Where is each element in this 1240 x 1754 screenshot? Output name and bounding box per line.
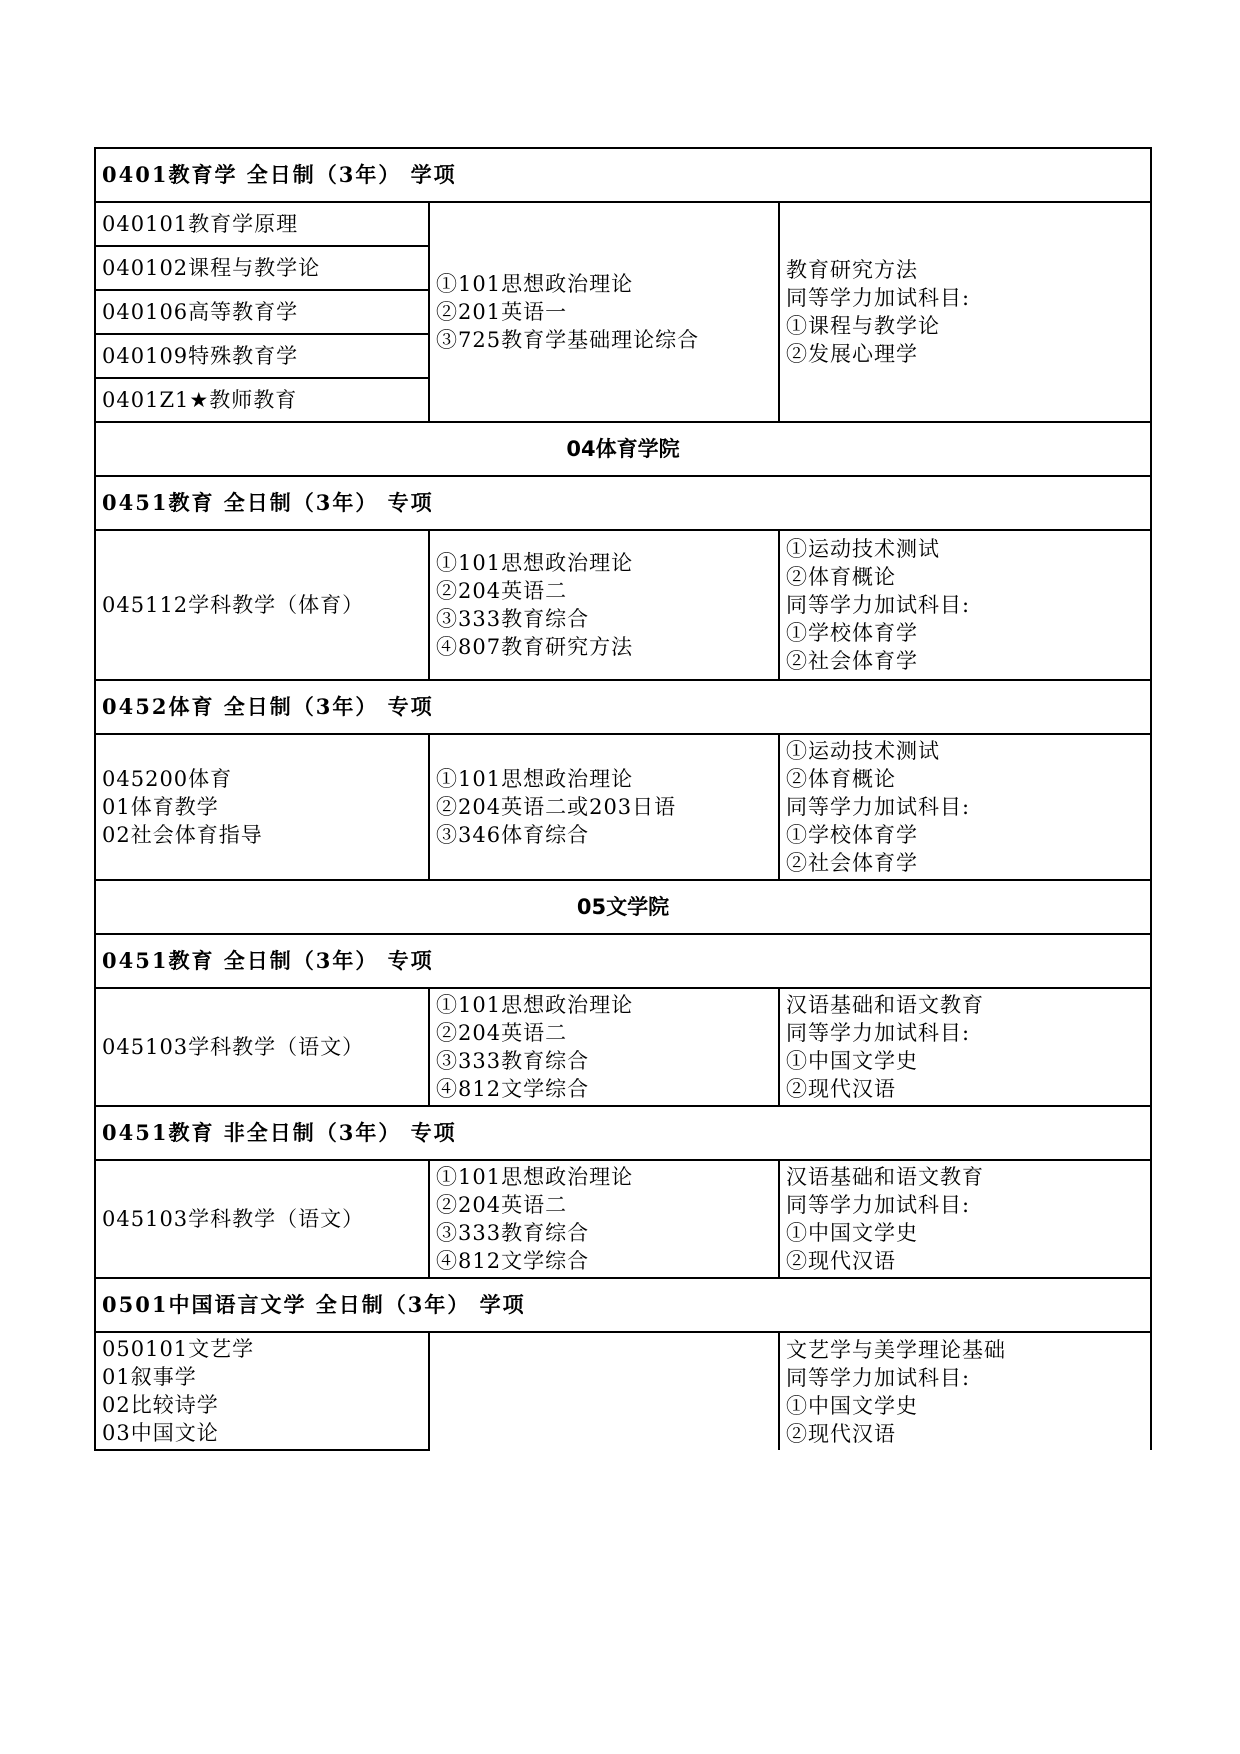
department-title: 05文学院 (95, 880, 1151, 934)
section-header-row (95, 148, 1151, 202)
exam-subjects-cell: ①101思想政治理论 ②204英语二 ③333教育综合 ④807教育研究方法 (429, 530, 779, 680)
program-header-0501: 0501中国语言文学 全日制（3年） 学项 (95, 1278, 1151, 1332)
section-header-row (95, 1106, 1151, 1160)
exam-subjects-cell: ①101思想政治理论 ②204英语二 ③333教育综合 ④812文学综合 (429, 1160, 779, 1278)
department-row (95, 880, 1151, 934)
admissions-table (94, 147, 1152, 1451)
table-row (95, 1160, 1151, 1278)
retest-subjects-cell: ①运动技术测试 ②体育概论 同等学力加试科目: ①学校体育学 ②社会体育学 (779, 734, 1151, 880)
subject-cell: 040106高等教育学 (95, 290, 429, 334)
table-row (95, 988, 1151, 1106)
subject-cell: 045103学科教学（语文） (95, 988, 429, 1106)
section-header-row (95, 1278, 1151, 1332)
program-header-0451: 0451教育 全日制（3年） 专项 (95, 476, 1151, 530)
table-row (95, 734, 1151, 880)
retest-subjects-cell: 汉语基础和语文教育 同等学力加试科目: ①中国文学史 ②现代汉语 (779, 1160, 1151, 1278)
subject-cell: 040102课程与教学论 (95, 246, 429, 290)
subject-cell: 0401Z1★教师教育 (95, 378, 429, 422)
section-header-row (95, 680, 1151, 734)
subject-cell: 045112学科教学（体育） (95, 530, 429, 680)
exam-subjects-cell: ①101思想政治理论 ②204英语二或203日语 ③346体育综合 (429, 734, 779, 880)
subject-cell: 050101文艺学 01叙事学 02比较诗学 03中国文论 (95, 1332, 429, 1450)
subject-cell: 040109特殊教育学 (95, 334, 429, 378)
table-row (95, 202, 1151, 246)
admissions-table-page (94, 147, 1150, 1451)
retest-subjects-cell: 文艺学与美学理论基础 同等学力加试科目: ①中国文学史 ②现代汉语 (779, 1332, 1151, 1450)
subject-cell: 045103学科教学（语文） (95, 1160, 429, 1278)
section-header-row (95, 476, 1151, 530)
retest-subjects-cell: 教育研究方法 同等学力加试科目: ①课程与教学论 ②发展心理学 (779, 202, 1151, 422)
retest-subjects-cell: ①运动技术测试 ②体育概论 同等学力加试科目: ①学校体育学 ②社会体育学 (779, 530, 1151, 680)
department-row (95, 422, 1151, 476)
subject-cell: 045200体育 01体育教学 02社会体育指导 (95, 734, 429, 880)
table-row (95, 1332, 1151, 1450)
subject-cell: 040101教育学原理 (95, 202, 429, 246)
section-header-row (95, 934, 1151, 988)
program-header-0452: 0452体育 全日制（3年） 专项 (95, 680, 1151, 734)
exam-subjects-cell: ①101思想政治理论 ②204英语二 ③333教育综合 ④812文学综合 (429, 988, 779, 1106)
program-header-0401: 0401教育学 全日制（3年） 学项 (95, 148, 1151, 202)
department-title: 04体育学院 (95, 422, 1151, 476)
program-header-0451: 0451教育 全日制（3年） 专项 (95, 934, 1151, 988)
retest-subjects-cell: 汉语基础和语文教育 同等学力加试科目: ①中国文学史 ②现代汉语 (779, 988, 1151, 1106)
program-header-0451-part-time: 0451教育 非全日制（3年） 专项 (95, 1106, 1151, 1160)
exam-subjects-cell (429, 1332, 779, 1450)
exam-subjects-cell: ①101思想政治理论 ②201英语一 ③725教育学基础理论综合 (429, 202, 779, 422)
table-row (95, 530, 1151, 680)
